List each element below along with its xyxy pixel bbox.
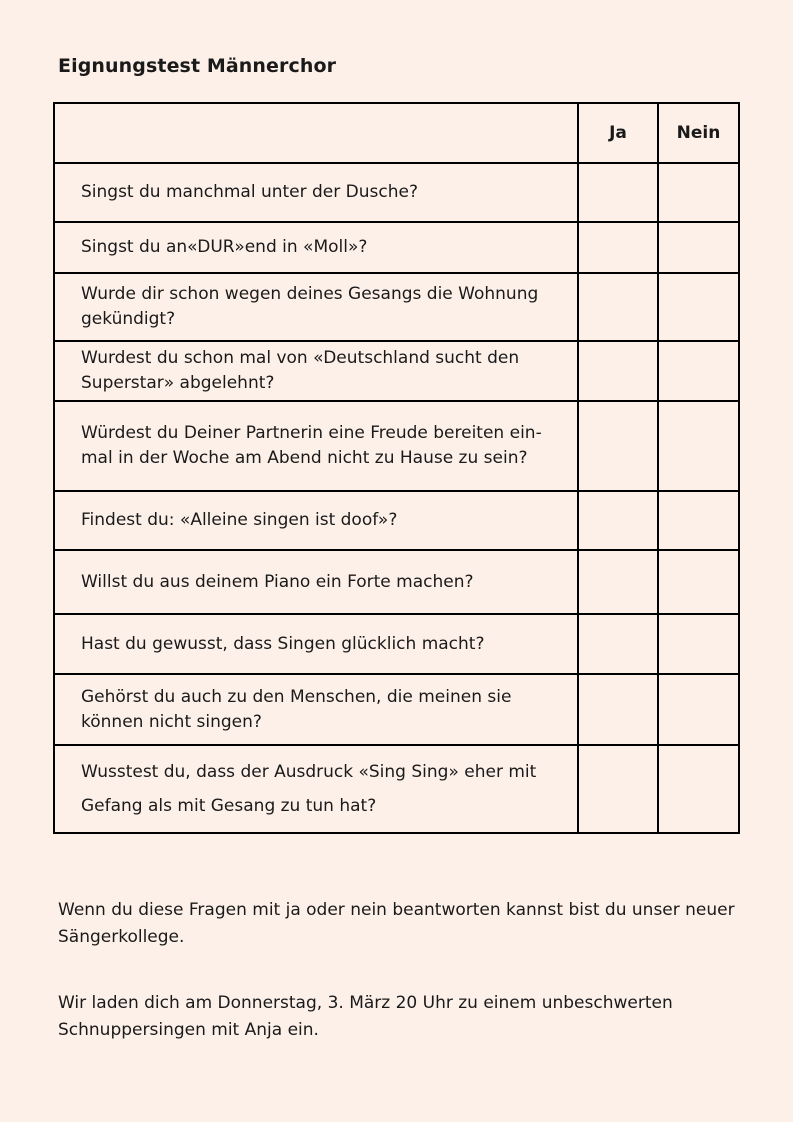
table-row [54, 491, 739, 550]
page-title: Eignungstest Männerchor [58, 55, 337, 77]
question-text: Wurde dir schon wegen deines Gesangs die Wohnung gekündigt? [81, 284, 539, 329]
yes-checkbox[interactable] [578, 745, 658, 833]
question-text: Hast du gewusst, dass Singen glücklich macht? [81, 633, 485, 654]
no-checkbox[interactable] [658, 273, 739, 341]
invitation-paragraph-1: Wenn du diese Fragen mit ja oder nein beantworten kannst bist du unser neuer Sängerkollege. [58, 900, 735, 947]
table-row [54, 401, 739, 491]
no-checkbox[interactable] [658, 163, 739, 222]
table-row [54, 674, 739, 745]
yes-checkbox[interactable] [578, 674, 658, 745]
question-text: Willst du aus deinem Piano ein Forte machen? [81, 571, 474, 592]
no-checkbox[interactable] [658, 222, 739, 273]
questionnaire-table [53, 102, 740, 834]
question-text: Gehörst du auch zu den Menschen, die meinen sie können nicht singen? [81, 686, 512, 732]
question-text: Singst du an«DUR»end in «Moll»? [81, 237, 368, 257]
header-no: Nein [658, 103, 739, 163]
no-checkbox[interactable] [658, 491, 739, 550]
table-row [54, 550, 739, 614]
question-text: Wusstest du, dass der Ausdruck «Sing Sing» eher mit Gefang als mit Gesang zu tun hat? [81, 762, 537, 816]
table-header-row [54, 103, 739, 163]
question-text: Wurdest du schon mal von «Deutschland sucht den Superstar» abgelehnt? [81, 348, 520, 393]
yes-checkbox[interactable] [578, 222, 658, 273]
yes-checkbox[interactable] [578, 491, 658, 550]
yes-checkbox[interactable] [578, 614, 658, 674]
yes-checkbox[interactable] [578, 341, 658, 401]
table-row [54, 745, 739, 833]
no-checkbox[interactable] [658, 550, 739, 614]
yes-checkbox[interactable] [578, 550, 658, 614]
table-row [54, 163, 739, 222]
table-row [54, 341, 739, 401]
yes-checkbox[interactable] [578, 273, 658, 341]
no-checkbox[interactable] [658, 341, 739, 401]
yes-checkbox[interactable] [578, 163, 658, 222]
yes-checkbox[interactable] [578, 401, 658, 491]
table-row [54, 614, 739, 674]
table-row [54, 273, 739, 341]
table-row [54, 222, 739, 273]
header-question [54, 103, 578, 163]
question-text: Findest du: «Alleine singen ist doof»? [81, 510, 398, 530]
question-text: Würdest du Deiner Partnerin eine Freude bereiten ein- mal in der Woche am Abend nicht zu Hause zu sein? [81, 423, 542, 468]
header-yes: Ja [578, 103, 658, 163]
no-checkbox[interactable] [658, 401, 739, 491]
no-checkbox[interactable] [658, 674, 739, 745]
invitation-paragraph-2: Wir laden dich am Donnerstag, 3. März 20 Uhr zu einem unbeschwerten Schnuppersingen mit Anja ein. [58, 993, 673, 1040]
no-checkbox[interactable] [658, 745, 739, 833]
no-checkbox[interactable] [658, 614, 739, 674]
question-text: Singst du manchmal unter der Dusche? [81, 182, 418, 202]
